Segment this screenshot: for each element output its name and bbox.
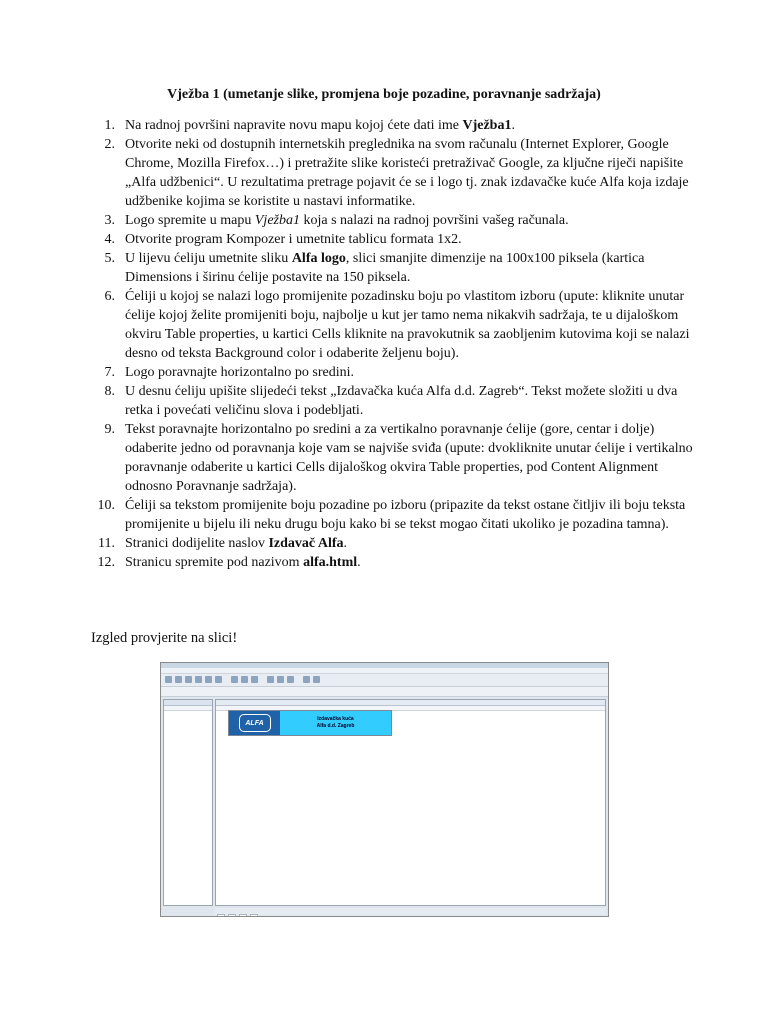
list-item-text: Na radnoj površini napravite novu mapu kojoj ćete dati ime Vježba1. xyxy=(125,118,515,133)
list-item xyxy=(60,496,700,534)
cell-line-1: Izdavačka kuća xyxy=(317,716,354,722)
list-item-text: U desnu ćeliju upišite slijedeći tekst „Izdavačka kuća Alfa d.d. Zagreb“. Tekst možete složiti u dva retka i povećati veličinu slova i podebljati. xyxy=(125,384,678,418)
page-table xyxy=(228,710,392,736)
list-item-text: Logo poravnajte horizontalno po sredini. xyxy=(125,365,354,380)
cell-line-2: Alfa d.d. Zagreb xyxy=(316,723,355,729)
list-item-number: 12. xyxy=(97,555,115,570)
list-item-text: Otvorite program Kompozer i umetnite tablicu formata 1x2. xyxy=(125,232,462,247)
list-item-number: 5. xyxy=(104,251,115,266)
list-item-text: Ćeliji u kojoj se nalazi logo promijenite pozadinsku boju po vlastitom izboru (upute: kliknite unutar ćelije kojoj želite promijeniti boju, najbolje u kut jer tamo nema nikakvih sadržaja, te u dijaloškom okviru Table properties, u kartici Cells kliknite na pravokutnik sa zaobljenim kutovima koji se nalazi desno od teksta Background color i odaberite željenu boju). xyxy=(125,289,690,361)
list-item-number: 7. xyxy=(104,365,115,380)
format-toolbar xyxy=(161,687,608,697)
list-item-number: 9. xyxy=(104,422,115,437)
alfa-logo: ALFA xyxy=(239,714,271,732)
list-item-number: 3. xyxy=(104,213,115,228)
list-item-text: Otvorite neki od dostupnih internetskih preglednika na svom računalu (Internet Explorer, Google Chrome, Mozilla Firefox…) i pretražite slike koristeći pretraživač Google, za ključne riječi napišite „Alfa udžbenici“. U rezultatima pretrage pojavit će se i logo tj. znak izdavačke kuće Alfa koja izdaje udžbenike kojima se koristite u nastavi informatike. xyxy=(125,137,689,209)
list-item-number: 2. xyxy=(104,137,115,152)
list-item xyxy=(60,534,700,553)
list-item-text: U lijevu ćeliju umetnite sliku Alfa logo, slici smanjite dimenzije na 100x100 piksela (kartica Dimensions i širinu ćelije postavite na 150 piksela. xyxy=(125,251,645,285)
kompozer-screenshot xyxy=(160,662,609,917)
site-manager-panel xyxy=(163,699,213,906)
list-item-text: Stranici dodijelite naslov Izdavač Alfa. xyxy=(125,536,348,551)
list-item-text: Stranicu spremite pod nazivom alfa.html. xyxy=(125,555,361,570)
list-item-text: Logo spremite u mapu Vježba1 koja s nalazi na radnoj površini vašeg računala. xyxy=(125,213,569,228)
list-item xyxy=(60,363,700,382)
edit-mode-tabs xyxy=(215,908,606,915)
list-item-number: 6. xyxy=(104,289,115,304)
list-item xyxy=(60,116,700,135)
list-item xyxy=(60,230,700,249)
list-item-text: Ćeliji sa tekstom promijenite boju pozadine po izboru (pripazite da tekst ostane čitljiv ili boju teksta promijenite u bijelu ili neku drugu boju kako bi se tekst mogao čitati ukoliko je pozadina tamna). xyxy=(125,498,686,532)
list-item-number: 4. xyxy=(104,232,115,247)
list-item xyxy=(60,382,700,420)
list-item xyxy=(60,553,700,572)
list-item-number: 1. xyxy=(104,118,115,133)
check-text: Izgled provjerite na slici! xyxy=(91,630,238,646)
list-item xyxy=(60,287,700,363)
list-item-number: 11. xyxy=(98,536,115,551)
list-item xyxy=(60,211,700,230)
list-item xyxy=(60,420,700,496)
list-item-number: 8. xyxy=(104,384,115,399)
text-cell xyxy=(280,711,391,735)
logo-cell xyxy=(229,711,280,735)
instruction-list xyxy=(60,116,700,572)
document-title: Vježba 1 (umetanje slike, promjena boje pozadine, poravnanje sadržaja) xyxy=(167,87,601,102)
editor-area xyxy=(215,699,606,906)
list-item-number: 10. xyxy=(97,498,115,513)
toolbar xyxy=(161,674,608,687)
list-item xyxy=(60,249,700,287)
list-item-text: Tekst poravnajte horizontalno po sredini a za vertikalno poravnanje ćelije (gore, centar i dolje) odaberite jedno od poravnanja koje vam se najviše sviđa (upute: dvokliknite unutar ćelije i vertikalno poravnanje odaberite u kartici Cells dijaloškog okvira Table properties, pod Content Alignment odnosno Poravnanje sadržaja). xyxy=(125,422,693,494)
list-item xyxy=(60,135,700,211)
